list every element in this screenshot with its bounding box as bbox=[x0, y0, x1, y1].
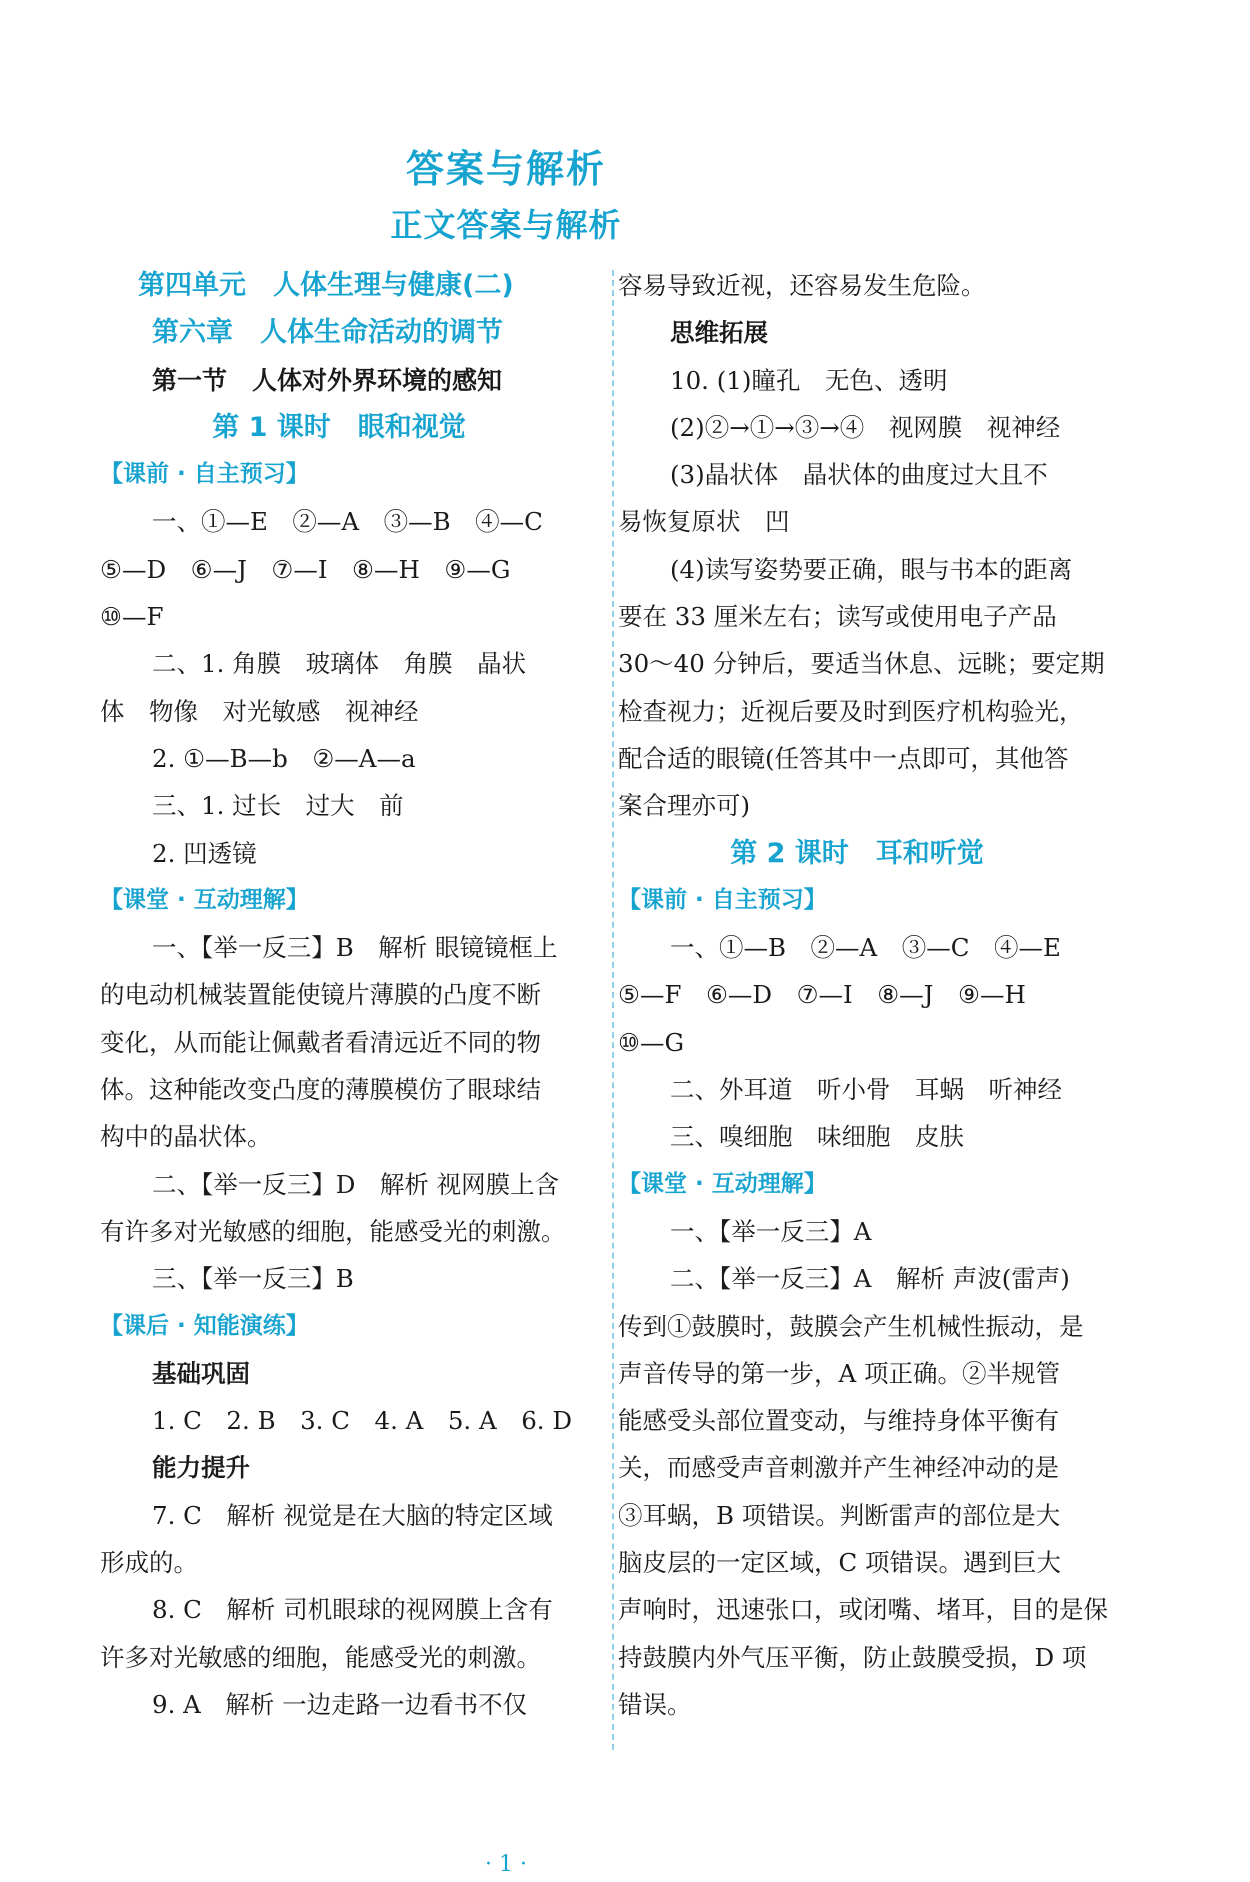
right-column-line: (3)晶状体 晶状体的曲度过大且不 bbox=[670, 460, 1048, 490]
right-column-line: 思维拓展 bbox=[670, 318, 768, 348]
right-column-line: ⑩—G bbox=[618, 1027, 685, 1057]
right-column-line: 二、外耳道 听小骨 耳蜗 听神经 bbox=[670, 1075, 1062, 1105]
right-column-line: 案合理亦可) bbox=[618, 791, 751, 821]
right-column-line: ③耳蜗，B 项错误。判断雷声的部位是大 bbox=[618, 1500, 1061, 1530]
left-column-line: 2. 凹透镜 bbox=[152, 838, 257, 868]
left-column-line: 第一节 人体对外界环境的感知 bbox=[152, 365, 503, 395]
right-column-line: 【课堂 · 互动理解】 bbox=[618, 1170, 827, 1197]
column-divider bbox=[612, 270, 614, 1750]
right-column-line: 检查视力；近视后要及时到医疗机构验光， bbox=[618, 696, 1084, 726]
right-column-line: 二、【举一反三】A 解析 声波(雷声) bbox=[670, 1264, 1070, 1294]
left-column-line: 基础巩固 bbox=[152, 1358, 250, 1388]
right-column-line: 易恢复原状 凹 bbox=[618, 507, 790, 537]
left-column-line: 三、1. 过长 过大 前 bbox=[152, 791, 404, 821]
right-column-line: 传到①鼓膜时，鼓膜会产生机械性振动，是 bbox=[618, 1311, 1084, 1341]
left-column-line: 2. ①—B—b ②—A—a bbox=[152, 743, 416, 773]
left-column-line: 【课后 · 知能演练】 bbox=[100, 1312, 309, 1339]
left-column-line: 【课堂 · 互动理解】 bbox=[100, 886, 309, 913]
left-column-line: 9. A 解析 一边走路一边看书不仅 bbox=[152, 1689, 528, 1719]
left-column-line: ⑤—D ⑥—J ⑦—I ⑧—H ⑨—G bbox=[100, 554, 511, 584]
left-column-line: 构中的晶状体。 bbox=[100, 1122, 272, 1152]
right-column-line: (4)读写姿势要正确，眼与书本的距离 bbox=[670, 554, 1073, 584]
left-column-line: 一、①—E ②—A ③—B ④—C bbox=[152, 507, 543, 537]
right-column-line: 错误。 bbox=[618, 1689, 692, 1719]
right-column-line: 三、嗅细胞 味细胞 皮肤 bbox=[670, 1122, 964, 1152]
right-column-line: 一、【举一反三】A bbox=[670, 1216, 872, 1246]
page-number: · 1 · bbox=[485, 1852, 527, 1877]
right-column-line: 【课前 · 自主预习】 bbox=[618, 886, 827, 913]
left-column-line: 体 物像 对光敏感 视神经 bbox=[100, 696, 419, 726]
left-column-line: 【课前 · 自主预习】 bbox=[100, 461, 309, 488]
right-column-line: (2)②→①→③→④ 视网膜 视神经 bbox=[670, 412, 1061, 442]
left-column-line: 第四单元 人体生理与健康(二) bbox=[138, 270, 514, 301]
right-column-line: 声音传导的第一步，A 项正确。②半规管 bbox=[618, 1358, 1060, 1388]
right-column-line: 10. (1)瞳孔 无色、透明 bbox=[670, 365, 948, 395]
left-column bbox=[100, 262, 598, 1728]
right-column-line: ⑤—F ⑥—D ⑦—I ⑧—J ⑨—H bbox=[618, 980, 1026, 1010]
right-column-line: 脑皮层的一定区域，C 项错误。遇到巨大 bbox=[618, 1548, 1062, 1578]
left-column-line: 的电动机械装置能使镜片薄膜的凸度不断 bbox=[100, 980, 541, 1010]
left-column-line: 7. C 解析 视觉是在大脑的特定区域 bbox=[152, 1500, 553, 1530]
left-column-line: 形成的。 bbox=[100, 1548, 198, 1578]
left-column-line: 8. C 解析 司机眼球的视网膜上含有 bbox=[152, 1595, 553, 1625]
left-column-line: 一、【举一反三】B 解析 眼镜镜框上 bbox=[152, 933, 558, 963]
right-column-line: 能感受头部位置变动，与维持身体平衡有 bbox=[618, 1406, 1059, 1436]
right-column-line: 配合适的眼镜(任答其中一点即可，其他答 bbox=[618, 743, 1069, 773]
right-column-line: 一、①—B ②—A ③—C ④—E bbox=[670, 933, 1061, 963]
page-title: 答案与解析 bbox=[405, 147, 606, 191]
right-column-line: 声响时，迅速张口，或闭嘴、堵耳，目的是保 bbox=[618, 1595, 1108, 1625]
left-column-line: 三、【举一反三】B bbox=[152, 1264, 354, 1294]
left-column-line: 1. C 2. B 3. C 4. A 5. A 6. D bbox=[152, 1406, 573, 1436]
left-column-line: 能力提升 bbox=[152, 1453, 250, 1483]
left-column-line: 二、1. 角膜 玻璃体 角膜 晶状 bbox=[152, 649, 527, 679]
left-column-line: 有许多对光敏感的细胞，能感受光的刺激。 bbox=[100, 1216, 566, 1246]
left-column-line: ⑩—F bbox=[100, 602, 164, 632]
right-column-line: 容易导致近视，还容易发生危险。 bbox=[618, 271, 986, 300]
page-subtitle: 正文答案与解析 bbox=[390, 206, 622, 244]
left-column-line: 二、【举一反三】D 解析 视网膜上含 bbox=[152, 1169, 560, 1199]
right-column-line: 持鼓膜内外气压平衡，防止鼓膜受损，D 项 bbox=[618, 1642, 1087, 1672]
left-column-line: 变化，从而能让佩戴者看清远近不同的物 bbox=[100, 1027, 541, 1057]
left-column-line: 体。这种能改变凸度的薄膜模仿了眼球结 bbox=[100, 1075, 541, 1105]
right-column bbox=[618, 262, 1116, 1728]
right-column-line: 30～40 分钟后，要适当休息、远眺；要定期 bbox=[618, 649, 1105, 679]
left-column-line: 第 1 课时 眼和视觉 bbox=[212, 411, 466, 443]
right-column-line: 要在 33 厘米左右；读写或使用电子产品 bbox=[618, 602, 1057, 632]
left-column-line: 第六章 人体生命活动的调节 bbox=[152, 317, 503, 349]
left-column-line: 许多对光敏感的细胞，能感受光的刺激。 bbox=[100, 1642, 541, 1672]
right-column-line: 关，而感受声音刺激并产生神经冲动的是 bbox=[618, 1453, 1059, 1483]
right-column-line: 第 2 课时 耳和听觉 bbox=[730, 837, 984, 869]
